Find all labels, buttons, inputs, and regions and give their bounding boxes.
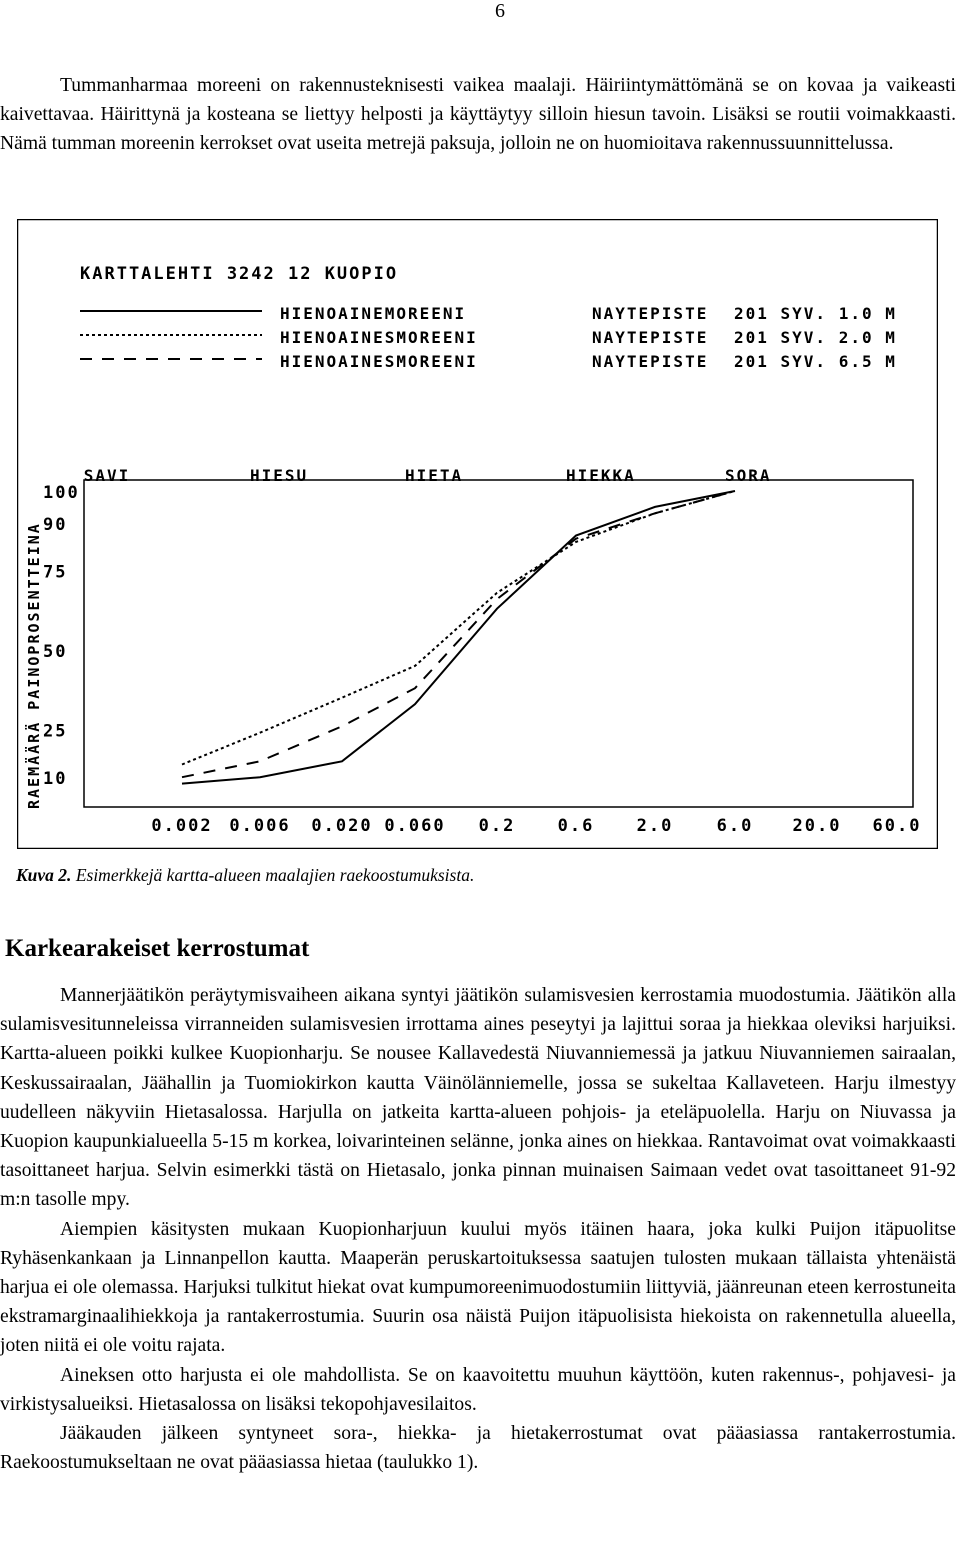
y-tick-label: 10 bbox=[43, 769, 68, 790]
intro-paragraph: Tummanharmaa moreeni on rakennusteknisesti vaikea maalaji. Häiriintymättömänä se on kovaa ja vaikeasti kaivettavaa. Häirittynä ja kosteana se liettyy helposti ja käyttäytyy silloin hiesun tavoin. Lisäksi se routii voimakkaasti. Nämä tumman moreenin kerrokset ovat useita metrejä paksuja, jolloin ne on huomioitava rakennussuunnittelussa. bbox=[0, 75, 956, 155]
x-tick-label: 0.020 bbox=[311, 816, 373, 836]
series-line-dotted bbox=[182, 491, 735, 765]
grain-size-figure bbox=[17, 219, 938, 849]
figure-caption bbox=[16, 864, 474, 886]
legend-depth: 201 SYV. 1.0 M bbox=[734, 304, 897, 323]
grain-class-label: SORA bbox=[725, 466, 772, 485]
legend-material: HIENOAINESMOREENI bbox=[280, 328, 478, 347]
legend bbox=[80, 304, 897, 371]
grain-class-label: HIESU bbox=[250, 466, 309, 485]
x-tick-label: 0.6 bbox=[557, 816, 595, 836]
body-paragraph: Aineksen otto harjusta ei ole mahdollista. Se on kaavoitettu muuhun käyttöön, kuten rakennus-, pohjavesi- ja virkistysalueiksi. Hietasalossa on lisäksi tekopohjavesilaitos. bbox=[0, 1364, 956, 1415]
y-axis-label: RAEMÄÄRÄ PAINOPROSENTTEINA bbox=[25, 522, 43, 809]
plot-area bbox=[84, 480, 913, 807]
legend-material: HIENOAINESMOREENI bbox=[280, 352, 478, 371]
figure-title: KARTTALEHTI 3242 12 KUOPIO bbox=[80, 264, 399, 284]
body-paragraph: Mannerjäätikön peräytymisvaiheen aikana syntyi jäätikön sulamisvesien kerrostamia muodostumia. Jäätikön alla sulamisvesitunneleissa virranneiden sulamisvesien irrottama aines peseytyi ja lajittui soraa ja hiekkaa oleviksi harjuiksi. Kartta-alueen poikki kulkee Kuopionharju. Se nousee Kallavedestä Niuvanniemessä ja jatkuu Niuvanniemen sairaalan, Keskussairaalan, Jäähallin ja Tuomiokirkon kautta Väinölänniemelle, jossa se sukeltaa Kallaveteen. Harju ilmestyy uudelleen näkyviin Hietasalossa. Harjulla on jatkeita kartta-alueen pohjois- ja eteläpuolella. Harju on Niuvassa ja Kuopion kaupunkialueella 5-15 m korkea, loivarinteinen selänne, jonka aines on hiekkaa. Rantavoimat ovat voimakkaasti tasoittaneet harjua. Selvin esimerkki tästä on Hietasalo, jonka pinnan muinaisen Saimaan vedet ovat tasoittaneet 91-92 m:n tasolle mpy. bbox=[0, 985, 956, 1211]
x-tick-label: 0.006 bbox=[229, 816, 291, 836]
legend-depth: 201 SYV. 2.0 M bbox=[734, 328, 897, 347]
y-tick-label: 90 bbox=[43, 514, 68, 535]
x-tick-label: 0.060 bbox=[384, 816, 446, 836]
x-tick-label: 0.2 bbox=[478, 816, 516, 836]
section-heading: Karkearakeiset kerrostumat bbox=[5, 935, 310, 962]
grain-class-label: HIETA bbox=[405, 466, 464, 485]
legend-depth: 201 SYV. 6.5 M bbox=[734, 352, 897, 371]
caption-text: Esimerkkejä kartta-alueen maalajien raekoostumuksista. bbox=[71, 865, 475, 885]
legend-sample: NAYTEPISTE bbox=[592, 328, 709, 347]
legend-sample: NAYTEPISTE bbox=[592, 304, 709, 323]
page-number: 6 bbox=[495, 0, 505, 22]
legend-row bbox=[80, 352, 897, 371]
x-tick-label: 6.0 bbox=[716, 816, 754, 836]
grain-class-label: SAVI bbox=[83, 466, 131, 485]
legend-row bbox=[80, 328, 897, 347]
x-tick-label: 0.002 bbox=[151, 816, 213, 836]
series-line-dashed bbox=[182, 491, 735, 777]
plot-layer bbox=[43, 466, 921, 836]
x-tick-label: 2.0 bbox=[636, 816, 674, 836]
legend-sample: NAYTEPISTE bbox=[592, 352, 709, 371]
body-text bbox=[0, 981, 956, 1477]
caption-label: Kuva 2. bbox=[16, 865, 72, 885]
y-tick-label: 100 bbox=[43, 483, 80, 503]
y-tick-label: 50 bbox=[43, 642, 68, 662]
body-paragraph: Aiempien käsitysten mukaan Kuopionharjuun kuului myös itäinen haara, joka kulki Puijon itäpuolitse Ryhäsenkankaan ja Linnanpellon kautta. Maaperän peruskartoituksessa saatujen tulosten mukaan tällaista yhtenäistä harjua ei ole olemassa. Harjuksi tulkitut hiekat ovat kumpumoreenimuodostumiin liittyviä, jäänreunan eteen kerrostuneita ekstramarginaalihiekkoja ja rantakerrostumia. Suurin osa näistä Puijon itäpuolisista hiekoista on rakennetulla alueella, joten niitä ei ole voitu rajata. bbox=[0, 1218, 956, 1357]
legend-row bbox=[80, 304, 897, 323]
x-tick-label: 20.0 bbox=[792, 816, 842, 836]
x-tick-label: 60.0 bbox=[872, 816, 922, 836]
grain-class-label: HIEKKA bbox=[566, 466, 636, 485]
y-tick-label: 25 bbox=[43, 721, 68, 742]
legend-material: HIENOAINEMOREENI bbox=[280, 304, 467, 323]
body-paragraph: Jääkauden jälkeen syntyneet sora-, hiekka- ja hietakerrostumat ovat pääasiassa rantakerrostumia. Raekoostumukseltaan ne ovat pääasiassa hietaa (taulukko 1). bbox=[0, 1423, 956, 1474]
series-line-solid bbox=[182, 491, 735, 784]
y-tick-label: 75 bbox=[43, 562, 68, 583]
